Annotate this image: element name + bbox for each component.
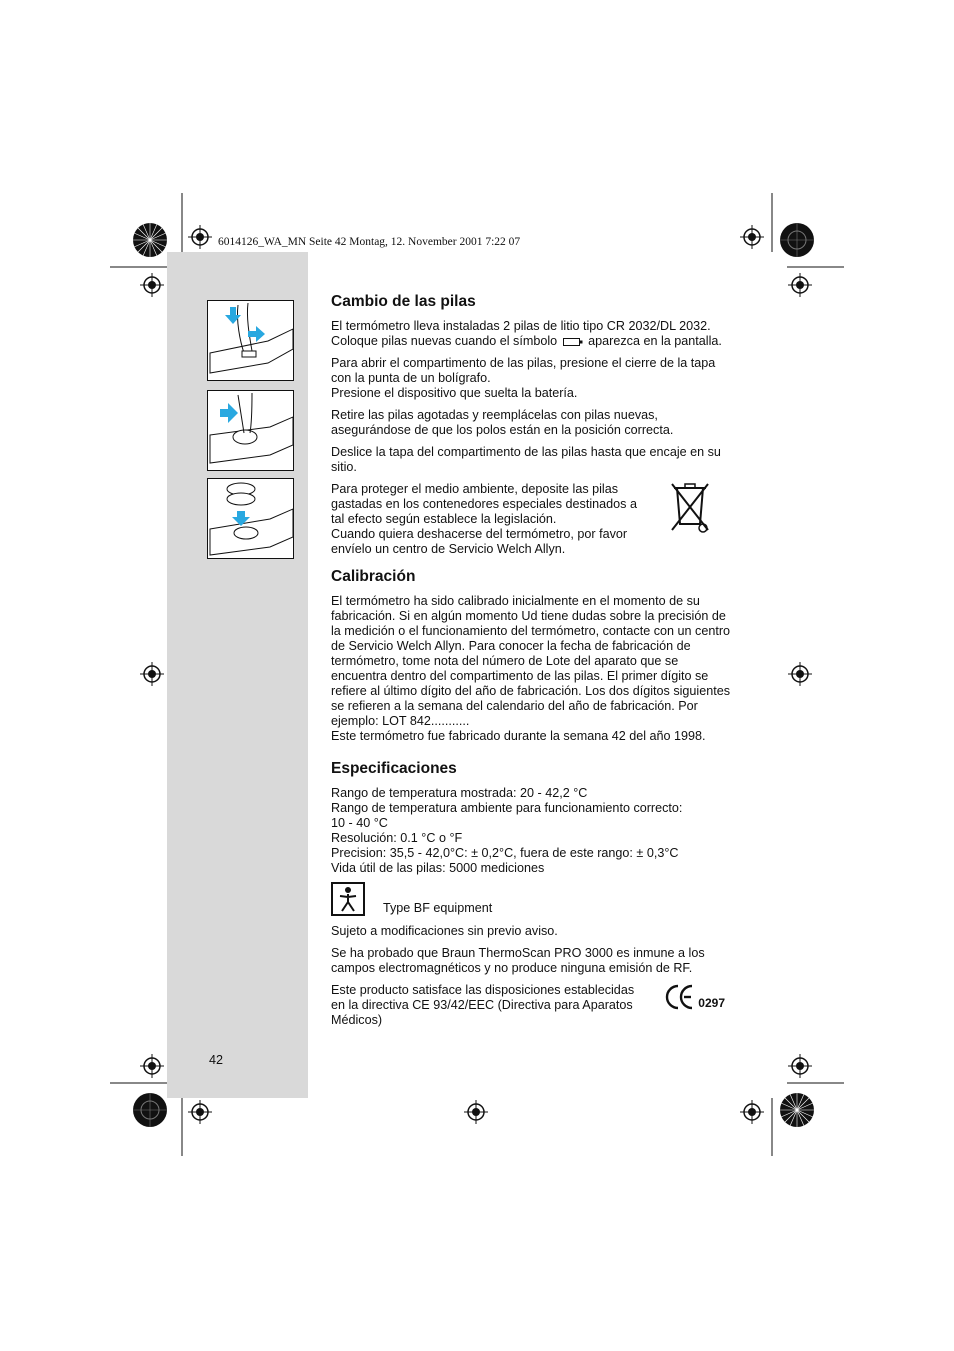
crosshair-mark — [788, 273, 812, 297]
crosshair-mark — [788, 662, 812, 686]
starburst-top-left — [130, 220, 170, 260]
battery-replace-step: Retire las pilas agotadas y reemplácelas con pilas nuevas, asegurándose de que los polos están en la posición correcta. — [331, 408, 674, 437]
emc-text: Se ha probado que Braun ThermoScan PRO 3000 es inmune a los campos electromagnéticos y no produce ninguna emisión de RF. — [331, 946, 705, 975]
starburst-bottom-right — [777, 1090, 817, 1130]
thermometer-illustration — [208, 391, 294, 471]
ce-compliance — [331, 983, 731, 1028]
section-title-specs: Especificaciones — [331, 760, 457, 777]
battery-close-step: Deslice la tapa del compartimento de las pilas hasta que encaje en su sitio. — [331, 445, 721, 474]
spec-line: Rango de temperatura mostrada: 20 - 42,2 °C — [331, 786, 588, 800]
crosshair-mark — [140, 1054, 164, 1078]
section-title-battery: Cambio de las pilas — [331, 293, 476, 310]
arrow-right-icon — [220, 403, 238, 423]
arrow-down-icon — [225, 307, 241, 324]
main-content — [331, 292, 731, 1028]
disposal-note: Para proteger el medio ambiente, deposite las pilas gastadas en los contenedores especiales destinados a tal efecto según establece la legislación. Cuando quiera deshacerse del termómetro, por favor envíelo un centro de Servicio Welch Allyn. — [331, 482, 731, 557]
ce-icon — [665, 983, 695, 1011]
spec-line: Precision: 35,5 - 42,0°C: ± 0,2°C, fuera de este rango: ± 0,3°C — [331, 846, 679, 860]
section-title-calibration: Calibración — [331, 568, 416, 585]
notified-body-number: 0297 — [698, 996, 725, 1010]
crosshair-mark — [740, 225, 764, 249]
bf-equipment — [331, 882, 731, 916]
spec-line: Rango de temperatura ambiente para funcionamiento correcto: — [331, 801, 683, 815]
spec-line: 10 - 40 °C — [331, 816, 388, 830]
crossed-bin-icon — [669, 480, 711, 534]
thermometer-illustration — [208, 301, 294, 381]
figure-release-battery — [207, 390, 294, 471]
bf-label: Type BF equipment — [383, 901, 493, 915]
crosshair-mark — [740, 1100, 764, 1124]
crosshair-mark — [188, 1100, 212, 1124]
spec-line: Resolución: 0.1 °C o °F — [331, 831, 463, 845]
crosshair-mark — [464, 1100, 488, 1124]
page-number: 42 — [209, 1053, 224, 1067]
crosshair-mark — [188, 225, 212, 249]
crosshair-mark — [140, 273, 164, 297]
calibration-text: El termómetro ha sido calibrado inicialmente en el momento de su fabricación. Si en algún momento Ud tiene dudas sobre la precisión de la medición o el funcionamiento del termómetro, contacte con un centro de Servicio Welch Allyn. Para conocer la fecha de fabricación de termómetro, tome nota del número de Lote del aparato que se encuentra dentro del compartimento de las pilas. El primer dígito se refiere al último dígito del año de fabricación. Los dos dígitos siguientes se refieren a la semana del calendario del año de fabricación. Por ejemplo: LOT 842........... Este termómetro fue fabricado durante la semana 42 del año 1998. — [331, 594, 731, 743]
battery-intro: El termómetro lleva instaladas 2 pilas de litio tipo CR 2032/DL 2032. Coloque pilas nuevas cuando el símbolo aparezca en la pantalla. — [331, 319, 722, 348]
battery-low-icon — [563, 338, 583, 346]
print-header: 6014126_WA_MN Seite 42 Montag, 12. November 2001 7:22 07 — [218, 236, 521, 248]
figure-replace-batteries — [207, 478, 294, 559]
crosshair-mark — [788, 1054, 812, 1078]
battery-open-step: Para abrir el compartimento de las pilas, presione el cierre de la tapa con la punta de un bolígrafo. Presione el dispositivo que suelta la batería. — [331, 356, 716, 400]
body-figure-icon — [331, 882, 365, 916]
notice-text: Sujeto a modificaciones sin previo aviso. — [331, 924, 558, 938]
figure-open-compartment — [207, 300, 294, 381]
ce-text: Este producto satisface las disposiciones establecidas en la directiva CE 93/42/EEC (Directiva para Aparatos Médicos) — [331, 983, 635, 1027]
ce-mark — [665, 983, 725, 1011]
starburst-bottom-left — [130, 1090, 170, 1130]
spec-line: Vida útil de las pilas: 5000 mediciones — [331, 861, 545, 875]
crosshair-mark — [140, 662, 164, 686]
spec-list — [331, 786, 731, 876]
thermometer-illustration — [208, 479, 294, 559]
starburst-top-right — [777, 220, 817, 260]
